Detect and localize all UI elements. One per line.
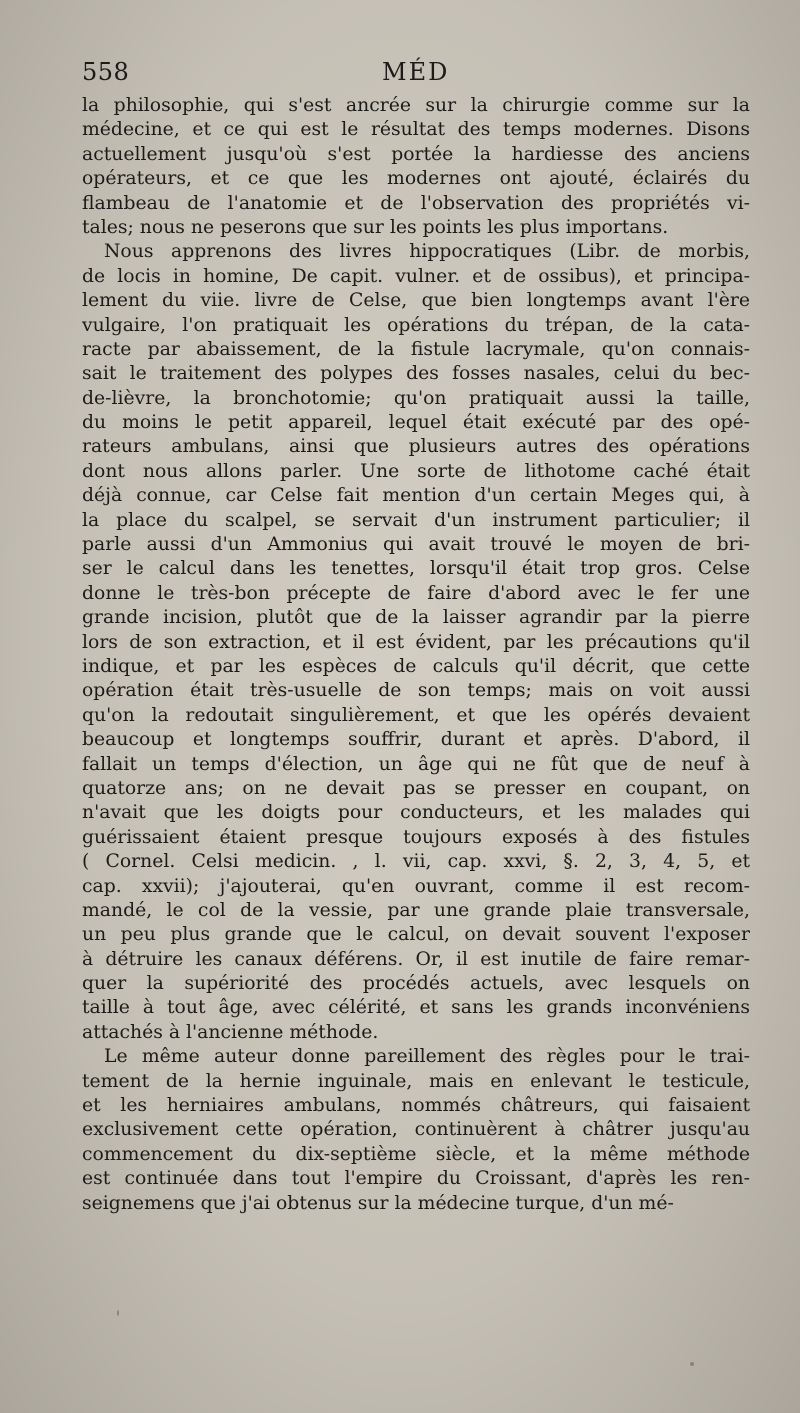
text-line: donne le très-bon précepte de faire d'abord avec le fer une [82, 582, 750, 604]
text-line: médecine, et ce qui est le résultat des temps modernes. Disons [82, 119, 750, 141]
text-line: sait le traitement des polypes des fosses nasales, celui du bec- [82, 363, 750, 385]
text-line: commencement du dix-septième siècle, et la même méthode [82, 1143, 750, 1165]
text-line: est continuée dans tout l'empire du Croissant, d'après les ren- [82, 1168, 750, 1190]
text-line: tales; nous ne peserons que sur les points les plus importans. [82, 216, 669, 238]
text-line: beaucoup et longtemps souffrir, durant et après. D'abord, il [82, 729, 750, 751]
text-line: rateurs ambulans, ainsi que plusieurs autres des opérations [82, 436, 750, 458]
text-line: quatorze ans; on ne devait pas se presser en coupant, on [82, 777, 750, 799]
text-line: Nous apprenons des livres hippocratiques (Libr. de morbis, [104, 241, 750, 263]
paragraph [82, 240, 750, 1045]
text-line: grande incision, plutôt que de la laisser agrandir par la pierre [82, 607, 750, 629]
text-line: guérissaient étaient presque toujours exposés à des fistules [82, 826, 750, 848]
paper-speck [690, 1362, 694, 1366]
text-line: ser le calcul dans les tenettes, lorsqu'il était trop gros. Celse [82, 558, 750, 580]
text-line: taille à tout âge, avec célérité, et sans les grands inconvéniens [82, 997, 750, 1019]
text-line: cap. xxvii); j'ajouterai, qu'en ouvrant, comme il est recom- [82, 875, 750, 897]
text-line: et les herniaires ambulans, nommés châtreurs, qui faisaient [82, 1095, 750, 1117]
paragraph [82, 1045, 750, 1216]
text-line: de locis in homine, De capit. vulner. et de ossibus), et principa- [82, 265, 750, 287]
text-line: lement du viie. livre de Celse, que bien longtemps avant l'ère [82, 290, 750, 312]
text-line: exclusivement cette opération, continuèrent à châtrer jusqu'au [82, 1119, 750, 1141]
text-line: n'avait que les doigts pour conducteurs, et les malades qui [82, 802, 750, 824]
paper-speck [117, 1310, 119, 1316]
text-line: racte par abaissement, de la fistule lacrymale, qu'on connais- [82, 338, 750, 360]
text-line: dont nous allons parler. Une sorte de lithotome caché était [82, 460, 750, 482]
text-line: de-lièvre, la bronchotomie; qu'on pratiquait aussi la taille, [82, 387, 750, 409]
text-line: attachés à l'ancienne méthode. [82, 1021, 379, 1043]
text-line: mandé, le col de la vessie, par une grande plaie transversale, [82, 899, 750, 921]
text-line: un peu plus grande que le calcul, on devait souvent l'exposer [82, 924, 750, 946]
text-line: flambeau de l'anatomie et de l'observation des propriétés vi- [82, 192, 750, 214]
text-line: lors de son extraction, et il est évident, par les précautions qu'il [82, 631, 750, 653]
text-line: opérateurs, et ce que les modernes ont ajouté, éclairés du [82, 168, 750, 190]
text-line: Le même auteur donne pareillement des règles pour le trai- [104, 1046, 750, 1068]
text-line: la philosophie, qui s'est ancrée sur la chirurgie comme sur la [82, 95, 750, 116]
text-line: déjà connue, car Celse fait mention d'un certain Meges qui, à [82, 485, 750, 507]
text-line: fallait un temps d'élection, un âge qui ne fût que de neuf à [82, 753, 750, 775]
text-line: opération était très-usuelle de son temps; mais on voit aussi [82, 680, 750, 702]
text-line: seignemens que j'ai obtenus sur la médecine turque, d'un mé- [82, 1192, 674, 1214]
text-line: du moins le petit appareil, lequel était exécuté par des opé- [82, 412, 750, 434]
running-head: MÉD [382, 58, 450, 86]
text-line: quer la supériorité des procédés actuels, avec lesquels on [82, 973, 750, 995]
body-text [82, 94, 750, 1216]
text-line: la place du scalpel, se servait d'un instrument particulier; il [82, 509, 750, 531]
text-line: tement de la hernie inguinale, mais en enlevant le testicule, [82, 1070, 750, 1092]
page-number: 558 [82, 58, 130, 86]
text-line: parle aussi d'un Ammonius qui avait trouvé le moyen de bri- [82, 534, 750, 556]
text-line: vulgaire, l'on pratiquait les opérations du trépan, de la cata- [82, 314, 750, 336]
paragraph [82, 94, 750, 240]
text-line: actuellement jusqu'où s'est portée la hardiesse des anciens [82, 143, 750, 165]
text-line: qu'on la redoutait singulièrement, et que les opérés devaient [82, 704, 750, 726]
text-line: ( Cornel. Celsi medicin. , l. vii, cap. xxvi, §. 2, 3, 4, 5, et [82, 851, 750, 873]
text-line: indique, et par les espèces de calculs qu'il décrit, que cette [82, 655, 750, 677]
page-header [82, 58, 750, 94]
text-line: à détruire les canaux déférens. Or, il est inutile de faire remar- [82, 948, 750, 970]
